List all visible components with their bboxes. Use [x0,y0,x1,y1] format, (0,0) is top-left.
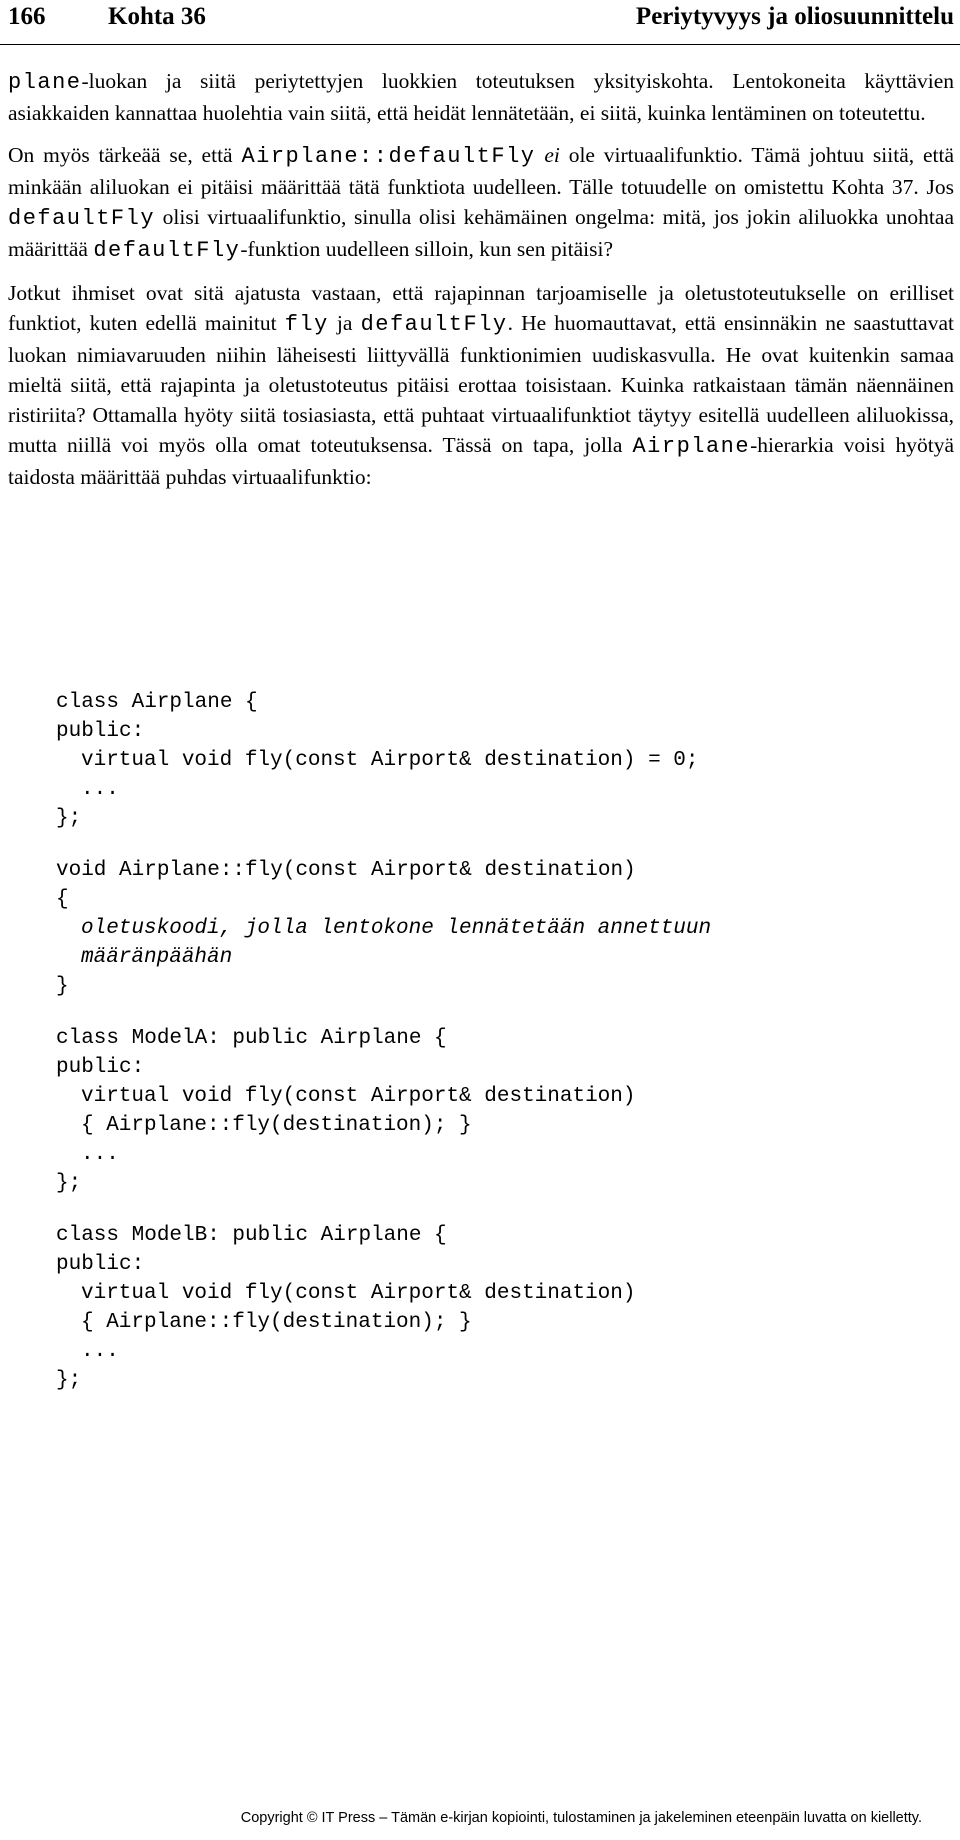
code-listing [56,688,711,1395]
code-line: class ModelA: public Airplane { [56,1027,447,1050]
header-divider [0,44,960,45]
paragraph-text: -luokan ja siitä periytettyjen luokkien toteutuksen yksityiskohta. Lentokoneita käyttävien asiakkaiden kannattaa huolehtia vain siitä, että heidät lennätetään, ei siitä, kuinka lentäminen on toteutettu. [8,69,954,125]
code-line: ... [81,1143,119,1166]
paragraph-text: Jotkut ihmiset ovat sitä ajatusta vastaan, että rajapinnan tarjoamiselle ja oletustoteutukselle on erilliset funktiot, kuten edellä mainitut [8,281,954,335]
code-line: { Airplane::fly(destination); } [81,1114,472,1137]
paragraph-1 [8,66,954,128]
paragraph-text: olisi virtuaalifunktio, sinulla olisi kehämäinen ongelma: mitä, jos jokin aliluokka unohtaa määrittää [8,205,954,261]
inline-code: fly [284,312,329,337]
code-line: class Airplane { [56,691,258,714]
emphasis-text: ei [544,143,560,167]
inline-code: plane [8,70,82,95]
code-line: public: [56,720,145,743]
paragraph-3 [8,278,954,492]
code-spacer [56,1001,711,1024]
paragraph-text: On myös tärkeää se, että [8,143,242,167]
paragraph-text: -funktion uudelleen silloin, kun sen pitäisi? [240,237,613,261]
chapter-label: Kohta 36 [108,3,206,30]
code-line: }; [56,1369,82,1392]
code-line: public: [56,1253,145,1276]
paragraph-text: ole virtuaalifunktio. Tämä johtuu siitä, että minkään aliluokan ei pitäisi määrittää tätä funktiota uudelleen. Tälle totuudelle on omistettu Kohta 37. Jos [8,143,955,199]
running-title: Periytyvyys ja oliosuunnittelu [635,3,954,30]
code-spacer [56,833,711,856]
code-comment: määränpäähän [81,946,233,969]
code-line: { [56,888,69,911]
code-line: }; [56,1172,82,1195]
code-spacer [56,1198,711,1221]
copyright-footer: Copyright © IT Press – Tämän e-kirjan kopiointi, tulostaminen ja jakeleminen eteenpäin luvatta on kielletty. [240,1810,922,1826]
code-line: virtual void fly(const Airport& destination) = 0; [81,749,699,772]
inline-code: defaultFly [8,206,156,231]
code-line: void Airplane::fly(const Airport& destination) [56,859,636,882]
code-line: class ModelB: public Airplane { [56,1224,447,1247]
code-line: virtual void fly(const Airport& destination) [81,1085,636,1108]
code-comment: oletuskoodi, jolla lentokone lennätetään annettuun [81,917,712,940]
paragraph-text: . He huomauttavat, että ensinnäkin ne saastuttavat luokan nimiavaruuden niihin läheisesti liittyvällä funktionimien uudiskasvulla. He ovat kuitenkin samaa mieltä siitä, että rajapinta ja oletustoteutus pitäisi erottaa toisistaan. Kuinka ratkaistaan tämän näennäinen ristiriita? Ottamalla hyöty siitä tosiasiasta, että puhtaat virtuaalifunktiot täytyy esitellä uudelleen aliluokissa, mutta niillä voi myös olla omat toteutuksensa. Tässä on tapa, jolla [8,311,954,457]
code-line: ... [81,1340,119,1363]
page-number: 166 [8,3,46,30]
code-line: } [56,975,69,998]
inline-code: defaultFly [360,312,508,337]
paragraph-text: ja [328,311,361,335]
paragraph-2 [8,140,954,266]
code-line: }; [56,807,82,830]
paragraph-text: -hierarkia voisi hyötyä taidosta määrittää puhdas virtuaalifunktio: [8,433,955,489]
inline-code: Airplane [632,434,751,459]
code-line: ... [81,778,119,801]
inline-code: Airplane::defaultFly [241,144,536,169]
body-text [8,66,954,504]
code-line: virtual void fly(const Airport& destination) [81,1282,636,1305]
code-line: public: [56,1056,145,1079]
page-header [8,0,954,34]
inline-code: defaultFly [93,238,241,263]
code-line: { Airplane::fly(destination); } [81,1311,472,1334]
